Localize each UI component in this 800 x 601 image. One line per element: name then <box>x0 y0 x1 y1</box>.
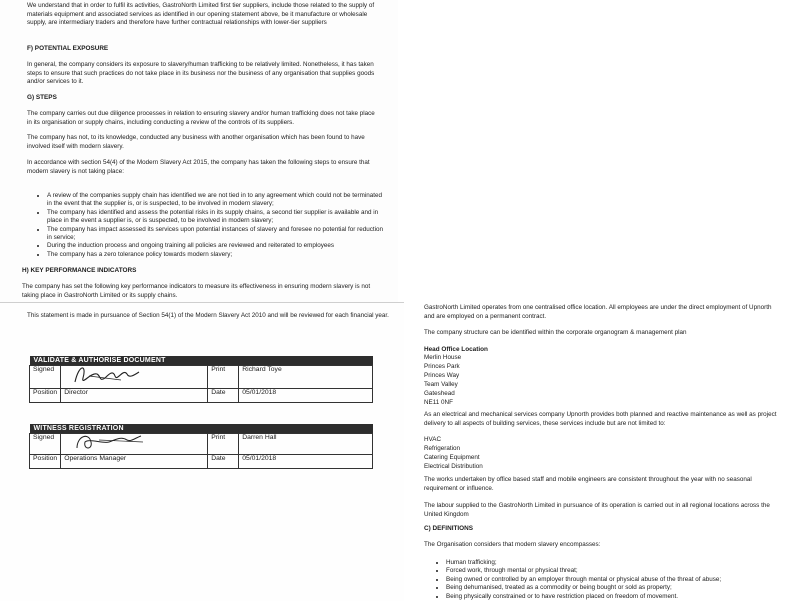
document-page-top <box>0 0 400 306</box>
position-value: Director <box>61 389 208 403</box>
section-g-steps-list <box>37 192 387 259</box>
services-intro-paragraph: As an electrical and mechanical services company Upnorth provides both planned and reactive maintenance as well as project delivery to all aspects of building services, these services include but are not limited to: <box>424 411 777 427</box>
list-item: • Forced work, through mental or physical threat; <box>446 567 796 575</box>
list-item: • Being physically constrained or to have restriction placed on freedom of movement. <box>446 593 796 600</box>
list-item: • The company has identified and assess the potential risks in its supply chains, a second tier supplier is available and in place in the event a supplier is, or is suspected, to be involved in modern slavery; <box>47 209 387 226</box>
intro-paragraph: We understand that in order to fulfil its activities, GastroNorth Limited first tier suppliers, include those related to the supply of materials equipment and associated services as identified in our opening statement above, be it manufacture or wholesale supply, are intermediary traders and therefore have further contractual relationships with lower-tier suppliers <box>27 2 375 27</box>
date-value: 05/01/2018 <box>239 389 373 403</box>
validate-authorise-table <box>29 356 373 403</box>
position-label: Position <box>30 455 61 469</box>
section-c-heading: C) DEFINITIONS <box>424 525 473 532</box>
signature-cell <box>61 366 208 389</box>
print-label: Print <box>208 366 239 389</box>
section-f-text: In general, the company considers its exposure to slavery/human trafficking to be relatively limited. Nonetheless, it has taken steps to ensure that such practices do not take place in its business nor the business of any organisation that supplies goods and/or services to it. <box>27 61 375 86</box>
service-item: Catering Equipment <box>424 453 480 461</box>
structure-paragraph: The company structure can be identified within the corporate organogram & management plan <box>424 329 687 336</box>
list-item: • Being dehumanised, treated as a commodity or being bought or sold as property; <box>446 584 796 592</box>
print-name-value: Richard Toye <box>239 366 373 389</box>
list-item: • The company has impact assessed its services upon potential instances of slavery and foresee no potential for reduction in service; <box>47 226 387 243</box>
address-line: Merlin House <box>424 354 462 361</box>
section-g-paragraph-2: The company has not, to its knowledge, conducted any business with another organisation which has been found to have involved itself with modern slavery. <box>27 134 365 150</box>
validate-table-title: VALIDATE & AUTHORISE DOCUMENT <box>30 356 373 366</box>
section-f-heading: F) POTENTIAL EXPOSURE <box>27 45 109 52</box>
address-line: Princes Way <box>424 371 460 379</box>
position-value: Operations Manager <box>61 455 208 469</box>
section-h-heading: H) KEY PERFORMANCE INDICATORS <box>22 267 137 274</box>
section-g-heading: G) STEPS <box>27 94 57 101</box>
list-item: • Human trafficking; <box>446 559 796 567</box>
definitions-list <box>436 559 796 600</box>
signed-label: Signed <box>30 434 61 455</box>
section-c-intro: The Organisation considers that modern slavery encompasses: <box>424 541 601 548</box>
address-line: Princes Park <box>424 362 460 370</box>
signed-label: Signed <box>30 366 61 389</box>
address-line: Team Valley <box>424 380 458 388</box>
head-office-heading: Head Office Location <box>424 346 488 353</box>
document-page-bottom <box>0 302 404 601</box>
list-item: • The company has a zero tolerance policy towards modern slavery; <box>47 251 387 259</box>
head-office-address <box>424 354 461 407</box>
section-h-text: The company has set the following key performance indicators to measure its effectiveness in ensuring modern slavery is not taking place in GastroNorth Limited or its supply chains. <box>22 283 371 299</box>
works-paragraph: The works undertaken by office based staff and mobile engineers are consistent throughout the year with no seasonal requirement or influence. <box>424 476 752 492</box>
section-g-paragraph-3: In accordance with section 54(4) of the Modern Slavery Act 2015, the company has taken the following steps to ensure that modern slavery is not taking place: <box>27 159 370 175</box>
signature-scribble-icon <box>69 428 149 454</box>
date-label: Date <box>208 455 239 469</box>
list-item: • A review of the companies supply chain has identified we are not tied in to any agreement which could not be terminated in the event that the supplier is, or is suspected, to be involved in modern slavery; <box>47 192 387 209</box>
print-label: Print <box>208 434 239 455</box>
service-item: Electrical Distribution <box>424 462 483 470</box>
statement-paragraph: This statement is made in pursuance of Section 54(1) of the Modern Slavery Act 2010 and will be reviewed for each financial year. <box>27 312 389 319</box>
address-line: Gateshead <box>424 389 455 397</box>
position-label: Position <box>30 389 61 403</box>
print-name-value: Darren Hall <box>239 434 373 455</box>
signature-scribble-icon <box>69 360 149 390</box>
list-item: • Being owned or controlled by an employer through mental or physical abuse of the threat of abuse; <box>446 576 796 584</box>
list-item: • During the induction process and ongoing training all policies are reviewed and reiterated to employees <box>47 242 387 250</box>
services-list <box>424 436 483 472</box>
witness-registration-table <box>29 424 373 469</box>
labour-paragraph: The labour supplied to the GastroNorth Limited in pursuance of its operation is carried out in all regional locations across the United Kingdom <box>424 502 770 518</box>
section-g-paragraph-1: The company carries out due diligence processes in relation to ensuring slavery and/or human trafficking does not take place in its organisation or supply chains, including conducting a review of the controls of its suppliers. <box>27 110 375 126</box>
signature-cell <box>61 434 208 455</box>
date-value: 05/01/2018 <box>239 455 373 469</box>
operations-paragraph: GastroNorth Limited operates from one centralised office location. All employees are under the direct employment of Upnorth and are employed on a permanent contract. <box>424 304 772 320</box>
date-label: Date <box>208 389 239 403</box>
document-page-right <box>398 0 800 600</box>
service-item: HVAC <box>424 436 442 443</box>
witness-table-title: WITNESS REGISTRATION <box>30 424 373 434</box>
address-line: NE11 0NF <box>424 398 453 406</box>
service-item: Refrigeration <box>424 444 461 452</box>
